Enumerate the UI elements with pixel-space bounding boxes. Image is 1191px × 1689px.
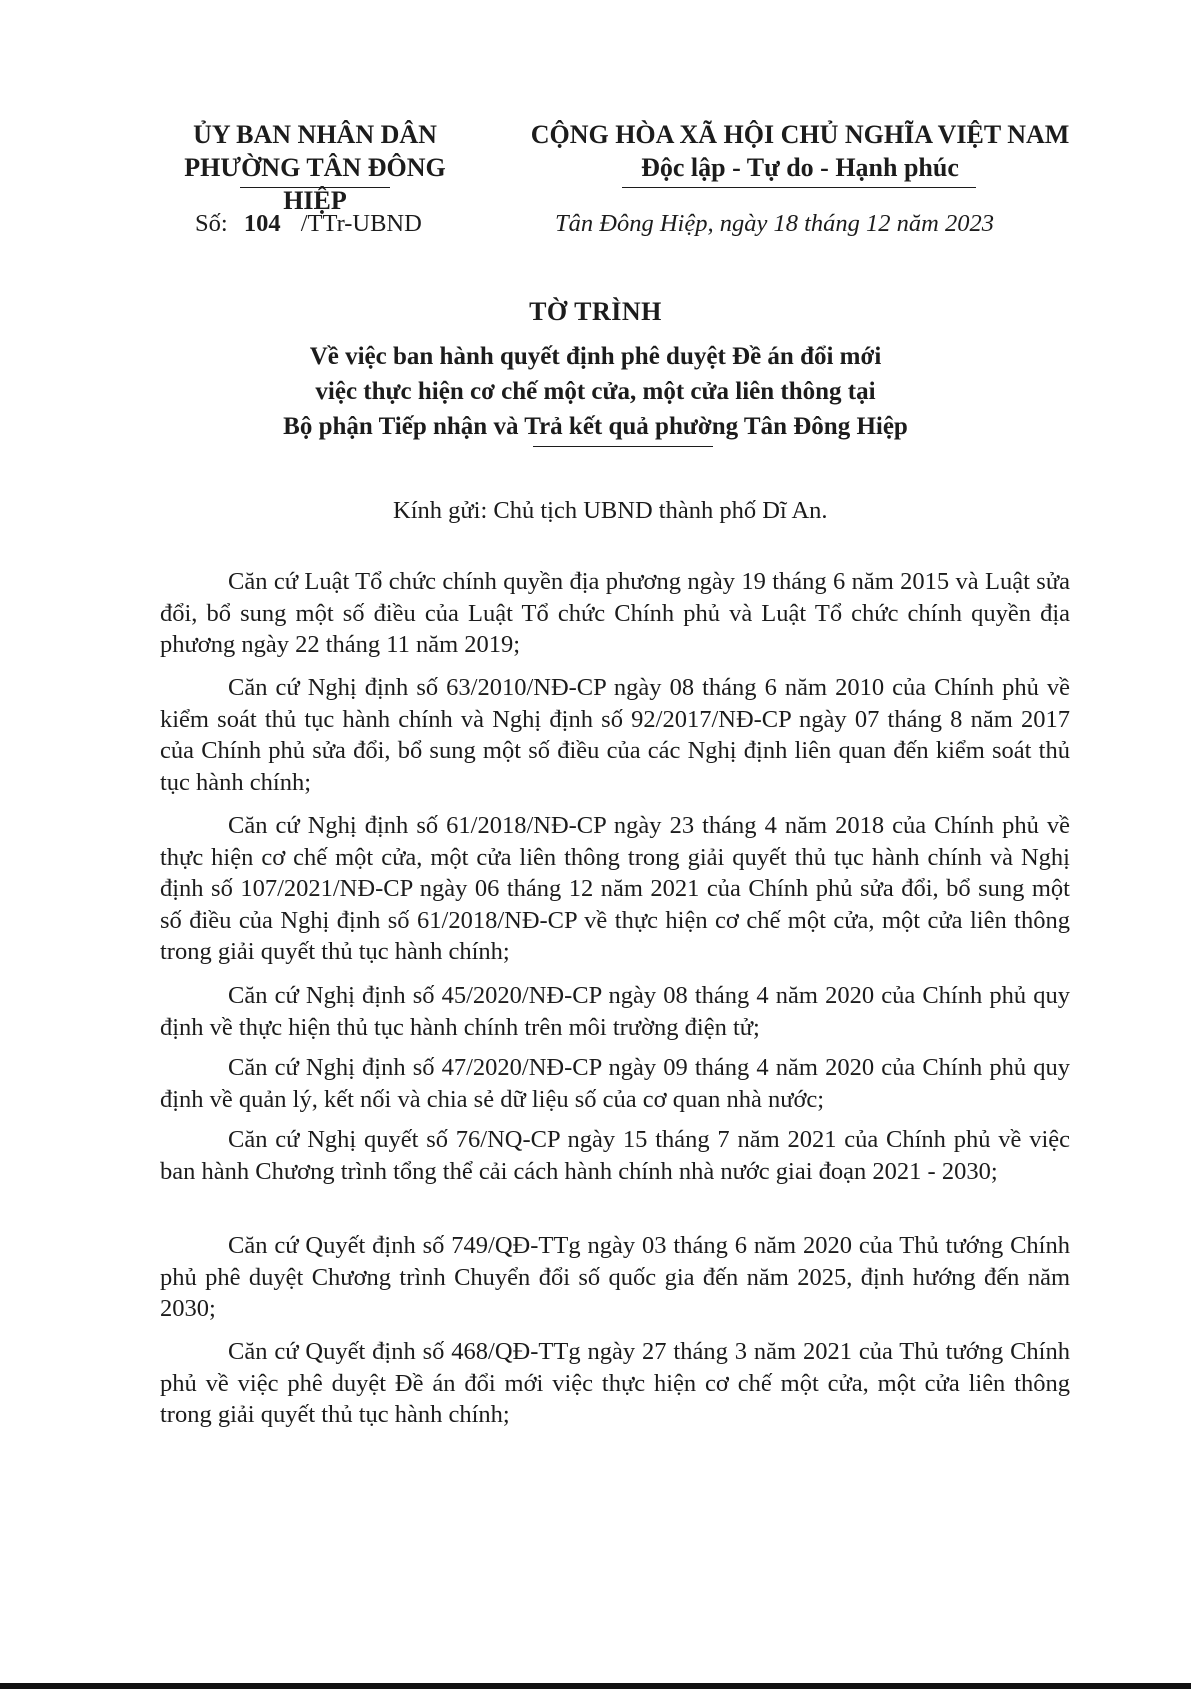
national-motto-block	[520, 118, 1080, 184]
national-title: CỘNG HÒA XÃ HỘI CHỦ NGHĨA VIỆT NAM	[530, 120, 1070, 149]
issuer-block	[150, 118, 480, 217]
paragraph-text: Căn cứ Nghị định số 61/2018/NĐ-CP ngày 23 tháng 4 năm 2018 của Chính phủ về thực hiện cơ chế một cửa, một cửa liên thông trong giải quyết thủ tục hành chính và Nghị định số 107/2021/NĐ-CP ngày 06 tháng 12 năm 2021 của Chính phủ sửa đổi, bổ sung một số điều của Nghị định số 61/2018/NĐ-CP về thực hiện cơ chế một cửa, một cửa liên thông trong giải quyết thủ tục hành chính;	[160, 812, 1070, 965]
issuer-line-2: PHƯỜNG TÂN ĐÔNG HIỆP	[184, 153, 446, 215]
issuer-underline	[240, 187, 390, 188]
document-number	[195, 210, 422, 238]
national-motto: Độc lập - Tự do - Hạnh phúc	[641, 153, 959, 182]
motto-underline	[622, 187, 976, 188]
paragraph-text: Căn cứ Nghị quyết số 76/NQ-CP ngày 15 tháng 7 năm 2021 của Chính phủ về việc ban hành Chương trình tổng thể cải cách hành chính nhà nước giai đoạn 2021 - 2030;	[160, 1126, 1070, 1185]
subject-line-3: Bộ phận Tiếp nhận và Trả kết quả phường Tân Đông Hiệp	[283, 413, 908, 440]
paragraph-text: Căn cứ Quyết định số 468/QĐ-TTg ngày 27 tháng 3 năm 2021 của Thủ tướng Chính phủ về việc phê duyệt Đề án đổi mới việc thực hiện cơ chế một cửa, một cửa liên thông trong giải quyết thủ tục hành chính;	[160, 1338, 1070, 1428]
subject-line-1: Về việc ban hành quyết định phê duyệt Đề án đổi mới	[309, 343, 882, 370]
paragraph-2	[160, 672, 1070, 798]
document-subject	[0, 339, 1191, 444]
paragraph-text: Căn cứ Quyết định số 749/QĐ-TTg ngày 03 tháng 6 năm 2020 của Thủ tướng Chính phủ phê duyệt Chương trình Chuyển đổi số quốc gia đến năm 2025, định hướng đến năm 2030;	[160, 1232, 1070, 1322]
issuer-line-1: ỦY BAN NHÂN DÂN	[193, 120, 437, 149]
paragraph-5	[160, 1052, 1070, 1115]
scan-edge	[0, 1683, 1191, 1689]
paragraph-text: Căn cứ Nghị định số 63/2010/NĐ-CP ngày 08 tháng 6 năm 2010 của Chính phủ về kiểm soát thủ tục hành chính và Nghị định số 92/2017/NĐ-CP ngày 07 tháng 8 năm 2017 của Chính phủ sửa đổi, bổ sung một số điều của các Nghị định liên quan đến kiểm soát thủ tục hành chính;	[160, 674, 1070, 796]
paragraph-7	[160, 1230, 1070, 1325]
paragraph-8	[160, 1336, 1070, 1431]
document-title: TỜ TRÌNH	[529, 297, 662, 326]
paragraph-text: Căn cứ Luật Tổ chức chính quyền địa phương ngày 19 tháng 6 năm 2015 và Luật sửa đổi, bổ sung một số điều của Luật Tổ chức Chính phủ và Luật Tổ chức chính quyền địa phương ngày 22 tháng 11 năm 2019;	[160, 568, 1070, 658]
number-value: 104	[243, 210, 281, 237]
paragraph-4	[160, 980, 1070, 1043]
number-label: Số:	[195, 210, 228, 237]
paragraph-6	[160, 1124, 1070, 1187]
paragraph-text: Căn cứ Nghị định số 47/2020/NĐ-CP ngày 09 tháng 4 năm 2020 của Chính phủ quy định về quản lý, kết nối và chia sẻ dữ liệu số của cơ quan nhà nước;	[160, 1054, 1070, 1113]
paragraph-text: Căn cứ Nghị định số 45/2020/NĐ-CP ngày 08 tháng 4 năm 2020 của Chính phủ quy định về thực hiện thủ tục hành chính trên môi trường điện tử;	[160, 982, 1070, 1041]
date-line: Tân Đông Hiệp, ngày 18 tháng 12 năm 2023	[555, 210, 994, 237]
title-divider	[533, 446, 713, 447]
subject-line-2: việc thực hiện cơ chế một cửa, một cửa liên thông tại	[315, 378, 876, 405]
recipient-line: Kính gửi: Chủ tịch UBND thành phố Dĩ An.	[393, 497, 828, 524]
number-suffix: /TTr-UBND	[300, 210, 422, 237]
paragraph-3	[160, 810, 1070, 968]
paragraph-1	[160, 566, 1070, 661]
